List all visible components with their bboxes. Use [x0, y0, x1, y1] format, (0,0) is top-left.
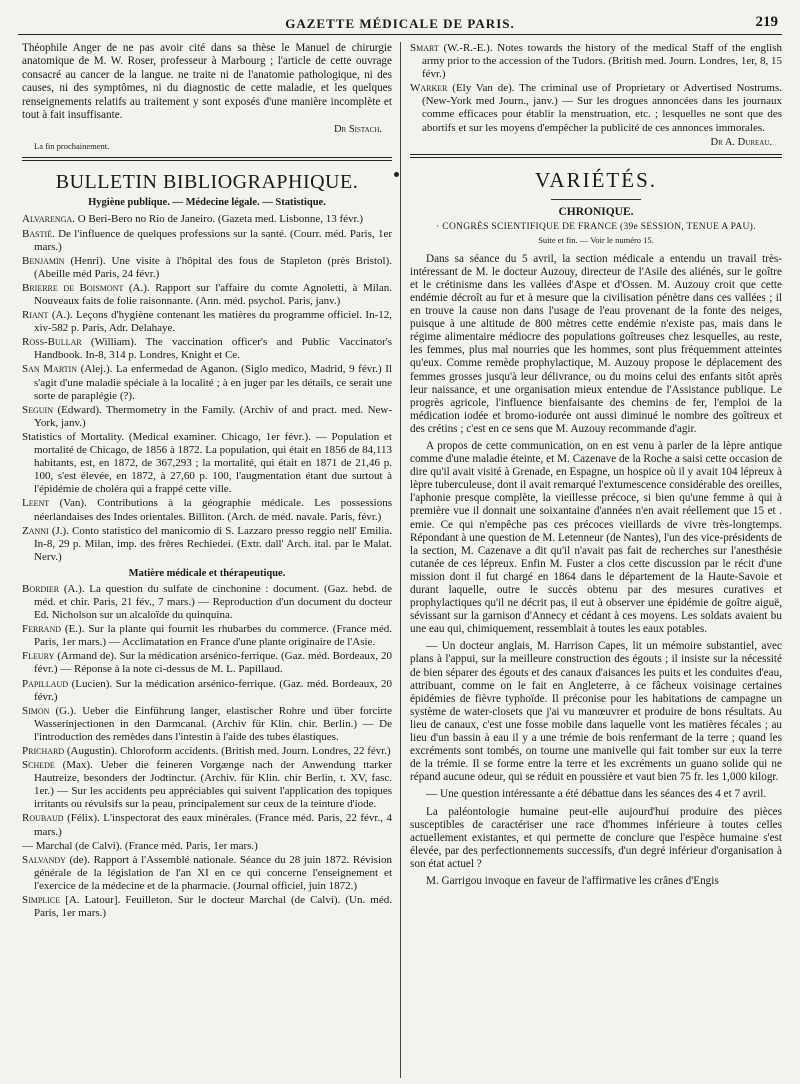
entry-text: (Van). Contributions à la géographie médicale. Les possessions néerlandaises des Indes orientales. Billiton. (Arch. de méd. navale. Paris, févr.): [34, 497, 392, 523]
bulletin-title: BULLETIN BIBLIOGRAPHIQUE.: [55, 171, 359, 194]
suite-note: Suite et fin. — Voir le numéro 15.: [538, 234, 654, 245]
bibliography-entry: [22, 431, 392, 496]
bibliography-entry: [22, 894, 392, 920]
entry-text: (J.). Conto statistico del manicomio di S. Lazzaro presso reggio nell' Emilia. In-8, 29 p. Milan, imp. des frères Rechiedei. (Extr. dall' Arch. ital. par le Malat. Nerv.): [34, 524, 392, 563]
entry-author: Papillaud: [22, 677, 69, 690]
entry-author: Leent: [22, 497, 50, 510]
entry-author: Ferrand: [22, 623, 62, 636]
bibliography-entry: [22, 336, 392, 362]
article-paragraph: La paléontologie humaine peut-elle aujourd'hui produire des pièces susceptibles de caractériser une race d'hommes inférieure à toutes celles actuellement existantes, et qui permette de conclure que l'espèce humaine s'est élevée, par des perfectionnements successifs, d'un degré inférieur d'organisation à son état actuel ?: [410, 805, 782, 870]
entry-author: Ross-Bullar: [22, 336, 82, 349]
bibliography-list-hygiene: [22, 213, 392, 563]
entry-text: (E.). Sur la plante qui fournit les rhubarbes du commerce. (France méd. Paris, 1er mars.) — Acclimatation en France d'une plante originaire de l'Asie.: [34, 623, 392, 649]
bibliography-entry: [22, 650, 392, 676]
entry-text: (A.). La question du sulfate de cinchonine : document. (Gaz. hebd. de méd. et chir. Paris, 21 fév., 7 mars.) — Reproduction d'un document du docteur Ed. Nicholson sur un alcaloïde du quinquina.: [34, 582, 392, 622]
entry-text: (Max). Ueber die feineren Vorgænge nach der Anwendung ttarker Hautreize, besonders der Jodtinctur. (Archiv. für Klin. chir Berlin, t. XV, fasc. 1er.) — Sur les accidents peu appréciables qui suivent l'application des topiques irritants ou révulsifs sur la peau, principalement sur ceux de la teinture d'iode.: [34, 759, 392, 811]
bibliography-list-therapeutique: [22, 583, 392, 920]
bibliography-entry: [22, 255, 392, 281]
article-paragraph: — Un docteur anglais, M. Harrison Capes, lit un mémoire substantiel, avec plans à l'appui, sur la meilleure construction des égouts ; il insiste sur la nécessité de bien séparer des égouts et des canaux d'aisances les puits et les conduites d'eau, attribuant, comme on le fait en Angleterre, à ce fâcheux voisinage certaines épidémies de fièvre typhoïde. Il préconise pour les habitations de campagne un système de water-closets que j'ai vu manœuvrer et produire de bons résultats. Au lieu de canaux, c'est une fosse mobile dans laquelle vont les matières fécales ; au lieu d'un bassin à eau il y a une trémie de bois renfermant de la terre ; quand les excréments sont tombés, on tourne une manivelle qui fait tomber sur eux la terre de la trémie. Il se forme entre la terre et les excréments un guano solide qui ne répand aucune odeur, qui se réduit en poussière et vaut bien 75 fr. les 1,000 kilogr.: [410, 640, 782, 784]
entry-text: (G.). Ueber die Einführung langer, elastischer Rohre und über forcirte Wasserinjectionen in den Darmcanal. (Archiv für Klin. chir. Berlin.) — De l'introduction des remèdes dans l'intestin à l'aide des tubes élastiques.: [34, 704, 392, 743]
running-header: [18, 10, 782, 35]
section-rule-right: [410, 154, 782, 158]
entry-author: Benjamin: [22, 254, 65, 267]
entry-text: (Armand de). Sur la médication arsénico-ferrique. (Gaz. méd. Bordeaux, 20 févr.) — Réponse à la note ci-dessus de M. L. Papillaud.: [34, 650, 392, 676]
bibliography-entry: [22, 583, 392, 622]
bibliography-entry: [410, 42, 782, 81]
right-column: [410, 42, 782, 1078]
entry-text: [A. Latour]. Feuilleton. Sur le docteur Marchal (de Calvi). (Un. méd. Paris, 1er mars.): [34, 894, 392, 920]
bibliography-entry: [22, 213, 392, 226]
article-paragraph: M. Garrigou invoque en faveur de l'affirmative les crânes d'Engis: [426, 874, 719, 887]
bibliography-entry: [22, 363, 392, 402]
left-column: [22, 42, 392, 1078]
entry-author: Smart: [410, 42, 439, 54]
entry-text: (W.-R.-E.). Notes towards the history of the medical Staff of the english army prior to the accession of the Tudors. (British med. Journ. Londres, 1er, 8, 15 févr.): [422, 42, 782, 81]
entry-author: Alvarenga.: [22, 213, 75, 226]
entry-text: (Félix). L'inspectorat des eaux minérales. (France méd. Paris, 22 févr., 4 mars.): [34, 812, 392, 838]
bibliography-entry: [22, 309, 392, 335]
entry-author: Zanni: [22, 524, 49, 537]
bibliography-entry: [22, 678, 392, 704]
article-paragraph: Dans sa séance du 5 avril, la section médicale a entendu un travail très-intéressant de M. le docteur Auzouy, directeur de l'Asile des aliénés, sur le goître et le crétinisme dans les vallées d'Aspe et d'Ossen. M. Auzouy croit que cette endémie décroît au fur et à mesure que la civilisation pénètre dans ces vallées ; il en trouve la cause non dans l'usage de l'eau provenant de la fonte des neiges, puisque à une altitude de 800 mètres cette endémie n'existe pas, mais dans le régime alimentaire médiocre des populations goîtreuses chez lesquelles, au reste, les femmes, plus mal nourries que les hommes, sont plus fréquemment atteintes qu'eux. Comme remède prophylactique, M. Auzouy propose le déplacement des femmes grosses jusqu'à leur délivrance, ou du moins celui des enfants sitôt après leur naissance, et une organisation mieux entendue de l'Assistance publique. Le progrès agricole, l'influence bienfaisante des chemins de fer, l'emploi de la médication iodée et bromo-iodurée ont aussi diminué le nombre des goîtreux et des crétins ; c'est en ce sens que M. Auzouy recommande d'agir.: [410, 252, 782, 435]
entry-text: (William). The vaccination officer's and Public Vaccinator's Handbook. In-8, 314 p. Londres, Knight et Ce.: [34, 336, 392, 362]
section-rule: [22, 157, 392, 161]
bibliography-entry: [22, 759, 392, 811]
entry-text: (Henri). Une visite à l'hôpital des fous de Stapleton (près Bristol). (Abeille méd Paris, 24 févr.): [34, 254, 392, 280]
entry-author: Seguin: [22, 403, 54, 416]
column-divider: [400, 42, 401, 1078]
divider-dot: [394, 172, 399, 177]
bibliography-entry: [22, 812, 392, 838]
intro-paragraph: Théophile Anger de ne pas avoir cité dans sa thèse le Manuel de chirurgie anatomique de M. W. Roser, professeur à Marbourg ; l'article de cette ouvrage consacré au cancer de la langue. ne traite ni de l'anatomie pathologique, ni des causes, ni des symptômes, ni du diagnostic de cette maladie, et les quelques renseignements relatifs au traitement y sont exposés d'une manière incomplète et tout à fait insuffisante.: [22, 42, 392, 122]
entry-author: Simplice: [22, 894, 61, 907]
title-underline: [551, 199, 641, 200]
entry-text: (Alej.). La enfermedad de Aganon. (Siglo medico, Madrid, 9 févr.) Il s'agit d'une maladie spéciale à la localité ; à en juger par les détails, ce serait une sorte de paraplégie (?).: [34, 363, 392, 402]
entry-text: (A.). Leçons d'hygiène contenant les matières du programme officiel. In-12, xiv-582 p. Paris, Adr. Delahaye.: [34, 309, 392, 335]
bibliography-list-continued: [410, 42, 782, 135]
entry-author: San Martin: [22, 363, 78, 376]
entry-author: Roubaud: [22, 812, 64, 825]
entry-author: Salvandy: [22, 853, 66, 866]
entry-text: De l'influence de quelques professions sur la santé. (Courr. méd. Paris, 1er mars.): [34, 227, 392, 253]
entry-text: (de). Rapport à l'Assemblé nationale. Séance du 28 juin 1872. Révision générale de la législation de l'an XI en ce qui concerne l'enseignement et l'exercice de la médecine et de la pharmacie. (Journal officiel, juin 1872.): [34, 853, 392, 892]
bibliography-entry: [22, 404, 392, 430]
entry-author: Warker: [410, 82, 448, 95]
bibliography-entry: [22, 497, 392, 523]
entry-text: — Marchal (de Calvi). (France méd. Paris, 1er mars.): [22, 839, 258, 852]
bibliography-entry: [22, 840, 392, 853]
congres-heading: · CONGRÈS SCIENTIFIQUE DE FRANCE (39e SESSION, TENUE A PAU).: [436, 221, 756, 232]
page-number: 219: [755, 14, 778, 30]
entry-text: (Augustin). Chloroform accidents. (British med. Journ. Londres, 22 févr.): [64, 745, 391, 757]
bibliography-entry: [22, 623, 392, 649]
entry-text: (A.). Rapport sur l'affaire du comte Agnoletti, à Milan. Nouveaux faits de folie raisonnante. (Ann. méd. psychol. Paris, janv.): [34, 281, 392, 307]
entry-author: Bastié.: [22, 227, 55, 240]
article-body: [410, 253, 782, 888]
entry-author: Simon: [22, 704, 50, 717]
signature-dureau: Dr A. Dureau.: [710, 136, 772, 148]
bibliography-entry: [22, 228, 392, 254]
journal-title: GAZETTE MÉDICALE DE PARIS.: [285, 16, 515, 31]
bulletin-subtitle: Hygiène publique. — Médecine légale. — Statistique.: [88, 197, 326, 209]
entry-text: (Ely Van de). The criminal use of Proprietary or Advertised Nostrums. (New-York med Journ., janv.) — Sur les drogues annoncées dans les journaux comme efficaces pour établir la menstruation, etc. ; lesquelles ne sont que des abortifs et sur les moyens d'empêcher la publicité de ces annonces immorales.: [422, 82, 782, 134]
entry-author: Brierre de Boismont: [22, 281, 124, 294]
subsection-matiere-medicale: Matière médicale et thérapeutique.: [128, 567, 286, 579]
entry-text: (Edward). Thermometry in the Family. (Archiv of and pract. med. New-York, janv.): [34, 403, 392, 429]
bibliography-entry: [22, 854, 392, 893]
entry-author: Bordier: [22, 582, 60, 595]
entry-author: Prichard: [22, 745, 65, 757]
entry-text: Statistics of Mortality. (Medical examiner. Chicago, 1er févr.). — Population et mortalité de Chicago, de 1856 à 1872. La population, qui était en 1856 de 84,113 habitants, est, en 1872, de 367,293 ; la mortalité, qui était en 1871 de 21,46 p. 100, s'est élevée, en 1872, à 27,60 p. 100, l'augmentation étant due surtout à l'épidémie de choléra qui a frappé cette ville.: [22, 430, 392, 496]
article-paragraph: — Une question intéressante a été débattue dans les séances des 4 et 7 avril.: [426, 788, 767, 801]
entry-author: Fleury: [22, 650, 55, 663]
entry-text: O Beri-Bero no Rio de Janeiro. (Gazeta med. Lisbonne, 13 févr.): [74, 213, 363, 226]
bibliography-entry: [22, 745, 392, 758]
signature-sistach: Dr Sistach.: [333, 124, 382, 136]
varietes-title: VARIÉTÉS.: [534, 167, 658, 192]
bibliography-entry: [410, 82, 782, 134]
entry-author: Schede: [22, 759, 55, 772]
chronique-heading: CHRONIQUE.: [558, 205, 634, 218]
article-paragraph: A propos de cette communication, on en est venu à parler de la lèpre antique comme d'une maladie éteinte, et M. Cazenave de la Roche a saisi cette occasion de dire qu'il avait visité à Grenade, en Espagne, un hospice où il y avait 104 lépreux à lèpre tuberculeuse, dont il avait remarqué l'extumescence considérable des oreilles, l'aphonie presque complète, la vieillesse précoce, si bien qu'une femme à qui à première vue il donnait une soixantaine d'années n'en avait réellement que 15 et . emie. Ce qui n'empêche pas ces précoces vieillards de vivre très-longtemps. Répondant à une question de M. Letenneur (de Nantes), l'un des vice-présidents de la section, M. Cazenave a dit qu'il n'avait pas fait de recherches sur l'anesthésie cutanée de ces lépreux. Enfin M. Fuster a clos cette discussion par le récit d'une mission dont il fut chargé en 1864 dans le département de la Haute-Savoie et durant laquelle, outre le succès obtenu par des mesures curatives et prophylactiques qu'il ne décrit pas, il eut à observer une épidémie de goître aiguë, sévissant sur la garnison d'Annecy et cédant à ces moyens. Les soldats avaient bu une eau qui, chimiquement, ressemblait à toutes les eaux potables.: [410, 439, 782, 636]
bibliography-entry: [22, 705, 392, 744]
continue-note: La fin prochainement.: [34, 141, 110, 152]
bibliography-entry: [22, 282, 392, 308]
bibliography-entry: [22, 525, 392, 564]
entry-author: Riant: [22, 309, 49, 322]
entry-text: (Lucien). Sur la médication arsénico-ferrique. (Gaz. méd. Bordeaux, 20 févr.): [34, 677, 392, 703]
